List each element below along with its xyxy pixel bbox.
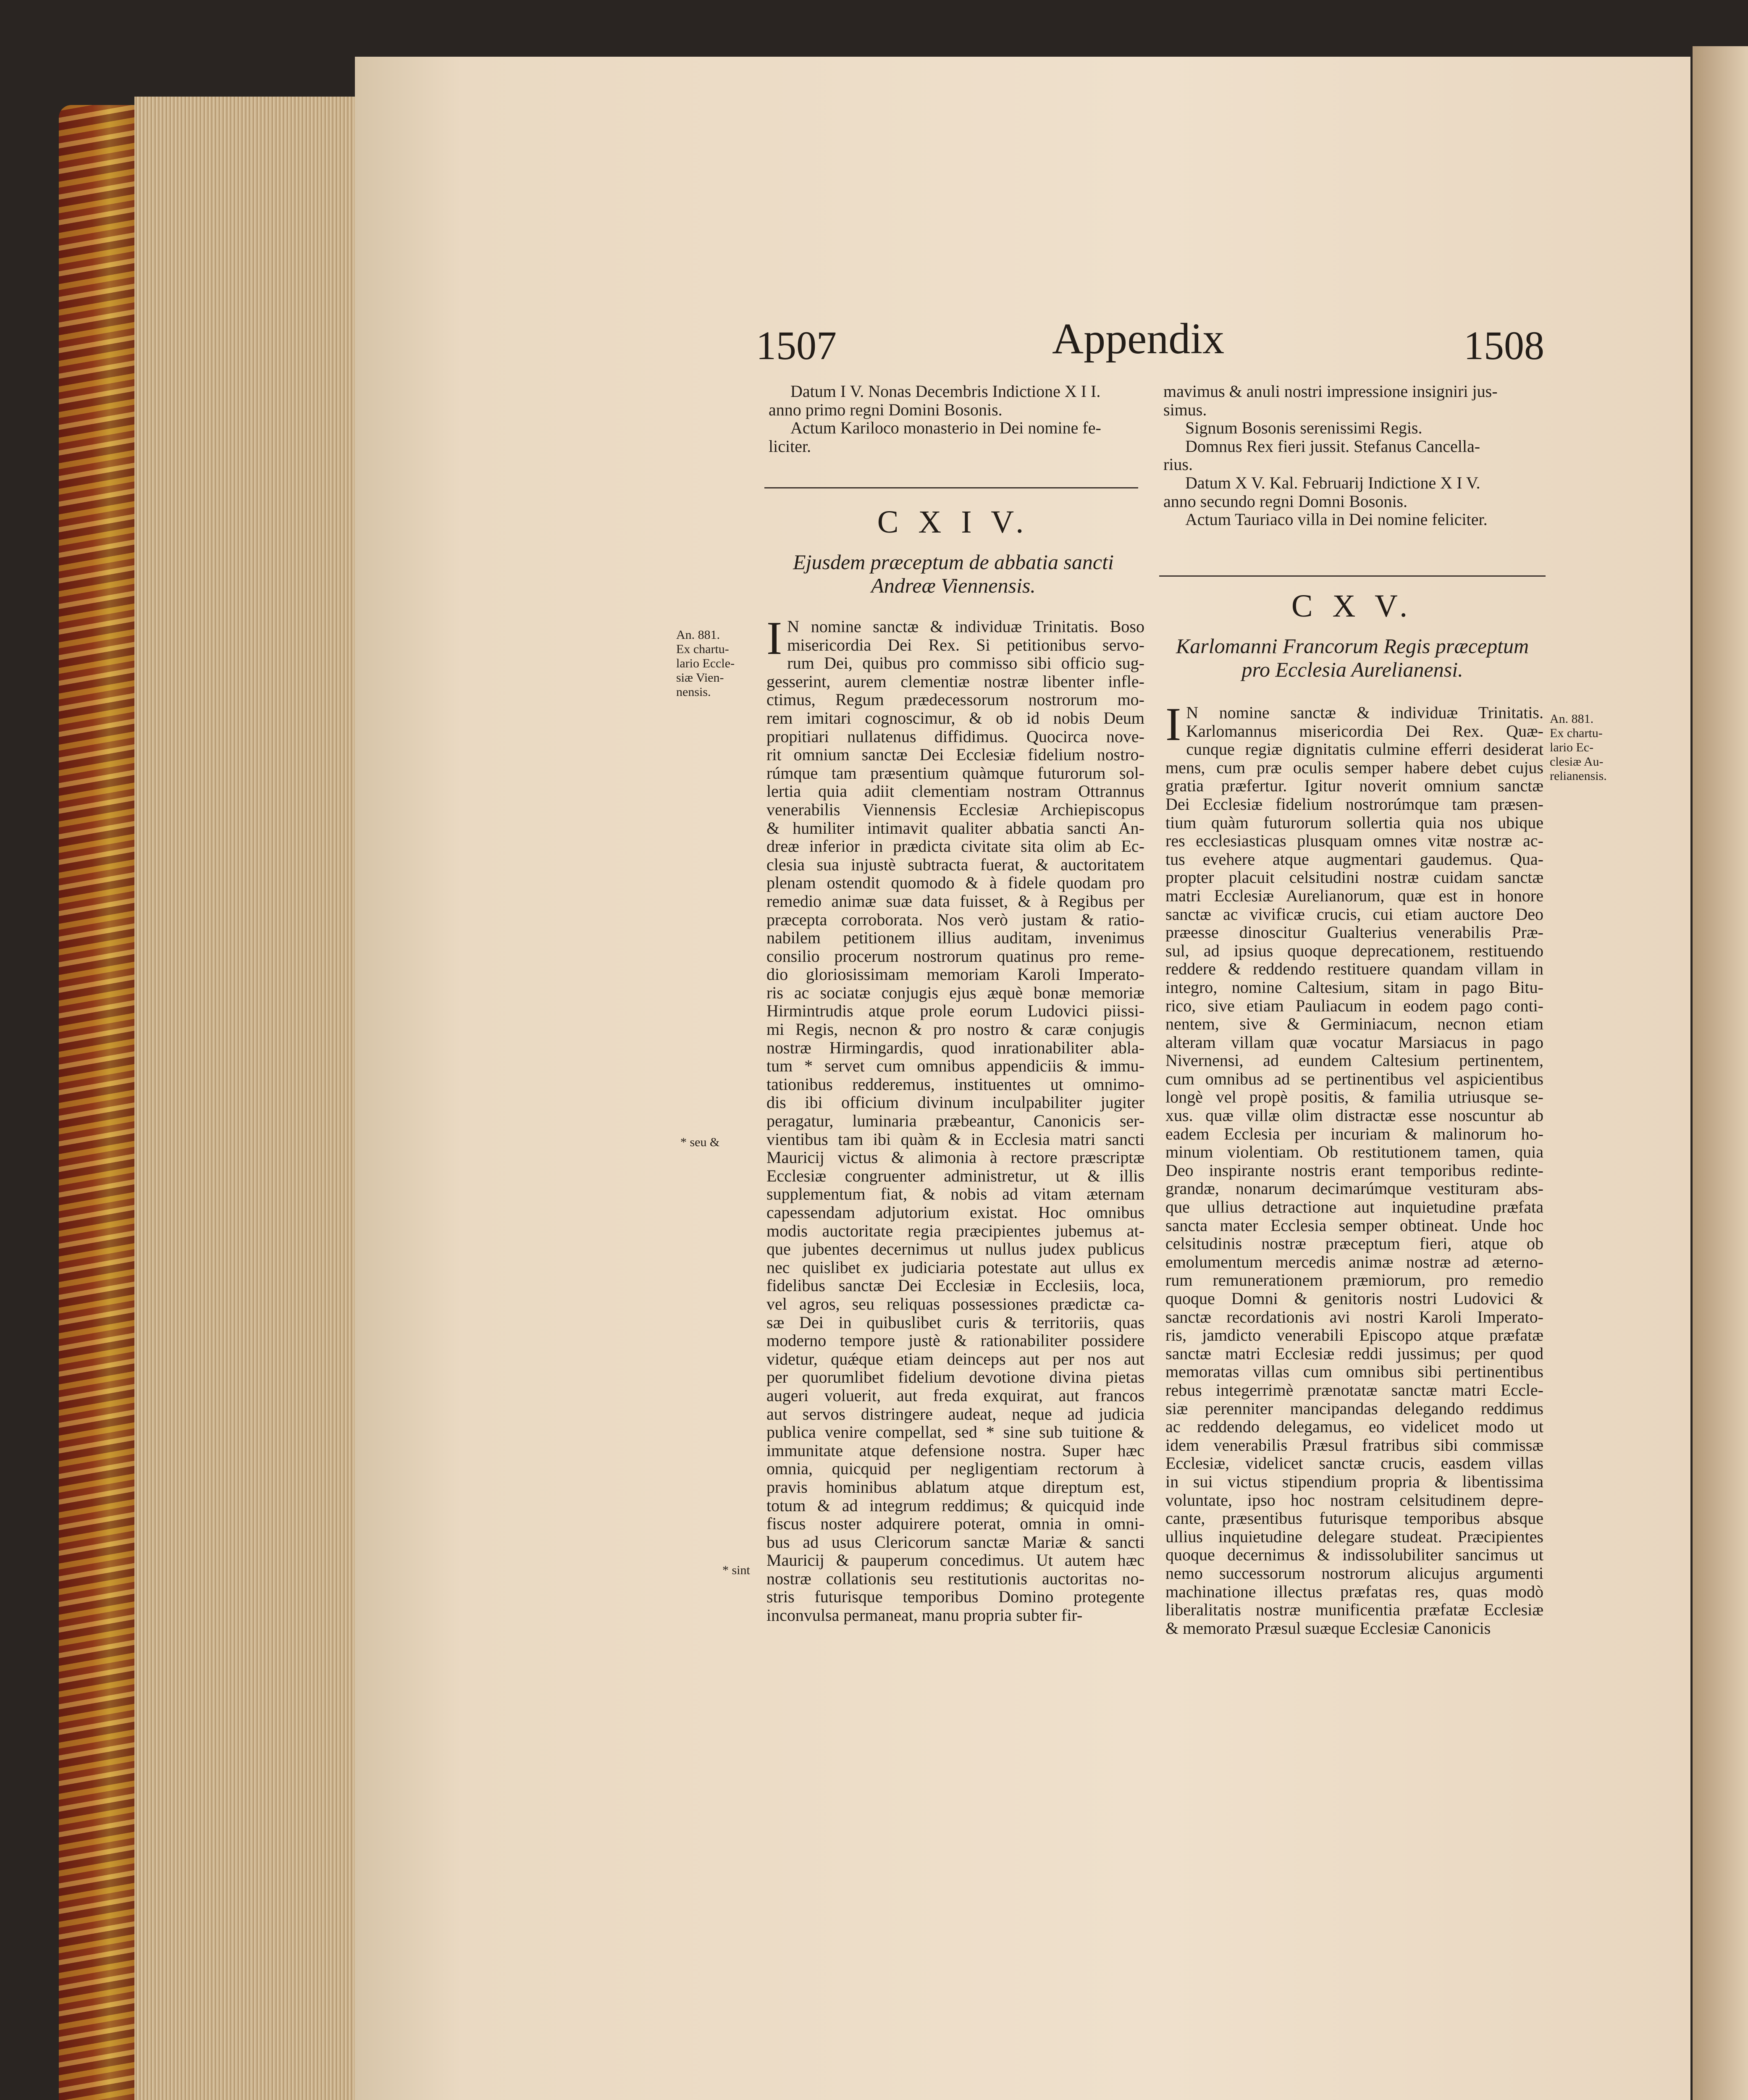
body-text-line: eadem Ecclesia per incuriam & malinorum ho- [1165,1124,1543,1143]
body-text-line: matri Ecclesiæ Aurelianorum, quæ est in honore [1165,886,1543,905]
section-title-line: pro Ecclesia Aurelianensi. [1241,658,1463,681]
right-page-number: 1508 [1464,323,1544,368]
margin-note-date-source [1550,712,1607,783]
body-text-line: pravis hominibus ablatum atque direptum est, [766,1477,1144,1496]
margin-line: clesiæ Au- [1550,755,1604,769]
body-text-line: rum remunerationem præmiorum, pro remedio [1165,1270,1543,1290]
margin-line: lario Ec- [1550,740,1594,754]
text-line: anno primo regni Domini Bosonis. [769,400,1003,419]
margin-line: An. 881. [676,628,720,642]
text-line: Domnus Rex fieri jussit. Stefanus Cancella- [1185,436,1480,456]
body-text-line: siæ perenniter mancipandas delegando reddimus [1165,1399,1543,1418]
body-text-line: gratia præfertur. Igitur noverit omnium sanctæ [1165,776,1543,795]
body-text-line: rebus integerrimè prænotatæ sanctæ matri Eccle- [1165,1380,1543,1399]
body-text-line: nemo successorum nostrorum alicujus argumenti [1165,1563,1543,1583]
drop-cap: I [766,612,782,664]
body-text-line: minum violentiam. Ob restitutionem tamen, quia [1165,1142,1543,1162]
body-text-line: lertia quia adiit clementiam nostram Ottrannus [766,782,1144,801]
running-title: Appendix [1052,315,1225,363]
margin-line: relianensis. [1550,769,1607,783]
text-line: Datum X V. Kal. Februarij Indictione X I V. [1185,473,1480,492]
body-text-line: gesserint, aurem clementiæ nostræ libenter infle- [766,672,1144,691]
text-line: Signum Bosonis serenissimi Regis. [1185,418,1423,438]
facing-page-edge [1693,46,1748,2100]
body-text-line: alteram villam quæ vocatur Marsiacus in pago [1165,1032,1543,1052]
body-text-line: misericordia Dei Rex. Si petitionibus servo- [787,635,1144,654]
margin-line: Ex chartu- [676,642,729,656]
body-text-line: Nivernensi, ad eundem Caltesium pertinentem, [1165,1051,1543,1070]
text-line: Actum Tauriaco villa in Dei nomine feliciter. [1185,510,1488,529]
body-text-line: grandæ, nonarum decimarúmque vestituram abs- [1165,1179,1543,1198]
body-text-line: fiscus noster adquirere poterat, omnia in omni- [766,1514,1144,1533]
body-text-line: & memorato Præsul suæque Ecclesiæ Canonicis [1165,1618,1491,1638]
book-binding-marbled-edge [59,105,143,2100]
margin-line: lario Eccle- [676,656,735,670]
margin-note-variant: * sint [722,1563,750,1577]
body-text-line: rit omnium sanctæ Dei Ecclesiæ fidelium nostro- [766,745,1144,764]
body-text-line: Hirmintrudis atque prole eorum Ludovici piissi- [766,1001,1144,1021]
margin-note-date-source [676,628,735,699]
body-text-line: quoque decernimus & indissolubiliter sancimus ut [1165,1545,1543,1564]
section-divider [764,487,1138,488]
body-text-line: longè vel propè positis, & familia utriusque se- [1165,1087,1543,1107]
body-text-line: capessendam adjutorium existat. Hoc omnibus [766,1203,1144,1222]
body-text-line: peragatur, luminaria præbeantur, Canonicis ser- [766,1111,1144,1131]
body-text-line: dreæ inferior in prædicta civitate sita olim ab Ec- [766,837,1144,856]
body-text-line: aut servos distringere audeat, neque ad judicia [766,1404,1144,1423]
body-text-line: nostræ Hirmingardis, quod inrationabiliter abla- [766,1038,1144,1057]
body-text-line: Dei Ecclesiæ fidelium nostrorúmque tam præsen- [1165,794,1543,814]
body-text-line: omnia, quicquid per negligentiam rectorum à [766,1459,1144,1478]
text-line: Datum I V. Nonas Decembris Indictione X I I. [790,382,1101,401]
body-text-line: consilio procerum nostrorum quatinus pro reme- [766,946,1144,966]
body-text-line: præesse dinoscitur Gualterius venerabilis Præ- [1165,923,1543,942]
body-text-line: fidelibus sanctæ Dei Ecclesiæ in Ecclesiis, loca, [766,1276,1144,1295]
right-column-closing [1163,382,1541,529]
body-text-line: voluntate, ipso hoc nostram celsitudinem depre- [1165,1490,1543,1509]
body-text-line: memoratas villas cum omnibus sibi pertinentibus [1165,1362,1543,1381]
body-text-line: ac reddendo delegamus, eo videlicet modo ut [1165,1417,1543,1436]
body-text-line: mi Regis, necnon & pro nostro & caræ conjugis [766,1020,1144,1039]
body-text-line: in sui victus stipendium propria & libentissima [1165,1472,1543,1491]
body-text-line: machinatione illectus præfatas res, quas modò [1165,1582,1543,1601]
body-text-line: rico, sive etiam Pauliacum in eodem pago conti- [1165,996,1543,1015]
body-text-line: reddere & reddendo restituere quandam villam in [1165,959,1543,979]
body-text-line: totum & ad integrum reddimus; & quicquid inde [766,1496,1144,1515]
body-text-line: supplementum fiat, & nobis ad vitam æternam [766,1184,1144,1204]
body-text-line: tium quàm futurorum sollertia quia nos ubique [1165,813,1543,832]
body-text-line: Mauricij victus & alimonia à rectore præscriptæ [766,1148,1144,1167]
body-text-line: sanctæ recordationis avi nostri Karoli Imperato- [1165,1307,1543,1326]
body-text-line: & humiliter intimavit qualiter abbatia sancti An- [766,818,1144,837]
body-text-line: ris, jamdicto venerabili Episcopo atque præfatæ [1165,1326,1543,1345]
page-block-edge [134,97,357,2100]
text-line: liciter. [769,436,811,456]
body-text-line: sul, ad ipsius quoque deprecationem, restituendo [1165,941,1543,960]
section-title-line: Andreæ Viennensis. [871,574,1036,597]
drop-cap: I [1165,698,1181,751]
body-text-line: sanctæ matri Ecclesiæ reddi jussimus; per quod [1165,1344,1543,1363]
margin-line: siæ Vien- [676,671,724,685]
margin-line: An. 881. [1550,712,1594,726]
body-text-line: vel agros, seu reliquas possessiones prædictæ ca- [766,1294,1144,1313]
body-text-line: rem imitari cognoscimur, & ob id nobis Deum [766,708,1144,727]
body-text-line: N nomine sanctæ & individuæ Trinitatis. [1186,703,1543,722]
body-text-line: per quorumlibet fidelium devotione divina pietas [766,1368,1144,1387]
body-text-line: propitiari nullatenus diffidimus. Quocirca nove- [766,727,1144,746]
body-text-line: dis ibi officium divinum inculpabiliter jugiter [766,1093,1144,1112]
body-text-line: tationibus redderemus, instituentes ut omnimo- [766,1074,1144,1094]
body-text-line: cum omnibus ad se pertinentibus vel aspicientibus [1165,1069,1543,1088]
section-title-line: Ejusdem præceptum de abbatia sancti [793,550,1114,574]
left-column-closing [769,382,1147,455]
body-text-line: cunque regiæ dignitatis culmine efferri desiderat [1186,740,1543,759]
body-text-line: tum * servet cum omnibus appendiciis & immu- [766,1056,1144,1076]
body-text-line: celsitudinis nostræ præceptum fieri, atque ob [1165,1234,1543,1253]
body-text-line: inconvulsa permaneat, manu propria subter fir- [766,1606,1083,1625]
body-text-line: nabilem petitionem illius auditam, invenimus [766,928,1144,948]
margin-note-variant: * seu & [680,1135,720,1149]
left-column-body [766,612,1144,1625]
body-text-line: stris futurisque temporibus Domino protegente [766,1587,1144,1606]
body-text-line: venerabilis Viennensis Ecclesiæ Archiepiscopus [766,800,1144,819]
body-text-line: dio gloriosissimam memoriam Karoli Imperato- [766,965,1144,984]
section-title [769,550,1138,597]
body-text-line: moderno tempore justè & rationabiliter possidere [766,1331,1144,1350]
body-text-line: propter placuit celsitudini nostræ cuidam sanctæ [1165,868,1543,887]
body-text-line: immunitate atque defensione nostra. Super hæc [766,1441,1144,1460]
body-text-line: sancta mater Ecclesia semper obtineat. Unde hoc [1165,1215,1543,1235]
body-text-line: nostræ collationis seu restitutionis auctoritas no- [766,1569,1144,1588]
body-text-line: plenam ostendit quomodo & à fidele quodam pro [766,873,1144,892]
body-text-line: que ullius detractione aut inquietudine præfata [1165,1197,1543,1217]
body-text-line: xus. quæ villæ olim distractæ esse noscuntur ab [1165,1106,1543,1125]
section-number: C X I V. [877,504,1030,540]
body-text-line: Ecclesiæ, videlicet sanctæ crucis, easdem villas [1165,1454,1543,1473]
body-text-line: sæ Dei in quibuslibet curis & territoriis, quas [766,1312,1144,1332]
body-text-line: remedio animæ suæ data fuisset, & à Regibus per [766,891,1144,911]
text-line: mavimus & anuli nostri impressione insigniri jus- [1163,382,1498,401]
margin-line: nensis. [676,685,711,699]
body-text-line: vientibus tam ibi quàm & in Ecclesia matri sancti [766,1129,1144,1149]
body-text-line: nec quislibet ex judiciaria potestate aut ullus ex [766,1257,1144,1277]
left-page-number: 1507 [756,323,837,368]
body-text-line: res ecclesiasticas plusquam omnes vitæ nostræ ac- [1165,831,1543,850]
body-text-line: ctimus, Regum prædecessorum nostrorum mo- [766,690,1144,709]
body-text-line: emolumentum mercedis animæ nostræ ad æterno- [1165,1252,1543,1271]
section-number: C X V. [1291,588,1414,624]
body-text-line: Karlomannus misericordia Dei Rex. Quæ- [1186,721,1543,740]
body-text-line: rúmque tam præsentium quàmque futurorum sol- [766,763,1144,782]
margin-line: Ex chartu- [1550,726,1603,740]
body-text-line: ullius inquietudine delegare studeat. Præcipientes [1165,1527,1543,1546]
body-text-line: publica venire compellat, sed * sine sub tuitione & [766,1423,1144,1442]
text-line: Actum Kariloco monasterio in Dei nomine fe- [790,418,1101,438]
body-text-line: rum Dei, quibus pro commisso sibi officio sug- [787,654,1144,673]
body-text-line: Mauricij & pauperum concedimus. Ut autem hæc [766,1551,1144,1570]
body-text-line: Ecclesiæ congruenter administretur, ut & illis [766,1166,1144,1185]
section-title [1163,634,1541,681]
text-line: simus. [1163,400,1207,419]
body-text-line: nentem, sive & Germiniacum, necnon etiam [1165,1014,1543,1034]
body-text-line: idem venerabilis Præsul fratribus sibi commissæ [1165,1435,1543,1454]
body-text-line: integro, nomine Caltesium, sitam in pago Bitu- [1165,977,1543,997]
body-text-line: mens, cum præ oculis semper habere debet cujus [1165,758,1543,777]
body-text-line: ris ac sociatæ conjugis ejus æquè bonæ memoriæ [766,983,1144,1002]
body-text-line: Deo inspirante nostris erant temporibus redinte- [1165,1160,1543,1180]
body-text-line: augeri voluerit, aut freda exquirat, aut francos [766,1386,1144,1405]
body-text-line: præcepta corroborata. Nos verò justam & ratio- [766,910,1144,929]
section-divider [1159,575,1546,577]
body-text-line: modis auctoritate regia præcipientes jubemus at- [766,1221,1144,1240]
body-text-line: sanctæ ac vivificæ crucis, cui etiam auctore Deo [1165,904,1543,924]
body-text-line: que jubentes decernimus ut nullus judex publicus [766,1239,1144,1259]
text-line: anno secundo regni Domni Bosonis. [1163,491,1408,511]
body-text-line: quoque Domni & genitoris nostri Ludovici & [1165,1289,1543,1308]
body-text-line: bus ad usus Clericorum sanctæ Mariæ & sancti [766,1532,1144,1551]
body-text-line: videtur, quǽque etiam deinceps aut per nos aut [766,1349,1144,1368]
body-text-line: cante, præsentibus futurisque temporibus absque [1165,1509,1543,1528]
body-text-line: N nomine sanctæ & individuæ Trinitatis. Boso [787,617,1144,636]
text-line: rius. [1163,455,1193,474]
body-text-line: clesia sua injustè subtracta fuerat, & auctoritatem [766,855,1144,874]
body-text-line: liberalitatis nostræ munificentia præfatæ Ecclesiæ [1165,1600,1543,1620]
section-title-line: Karlomanni Francorum Regis præceptum [1176,634,1529,658]
body-text-line: tus evehere atque augmentari gaudemus. Qua- [1165,849,1543,869]
right-column-body [1165,698,1543,1638]
